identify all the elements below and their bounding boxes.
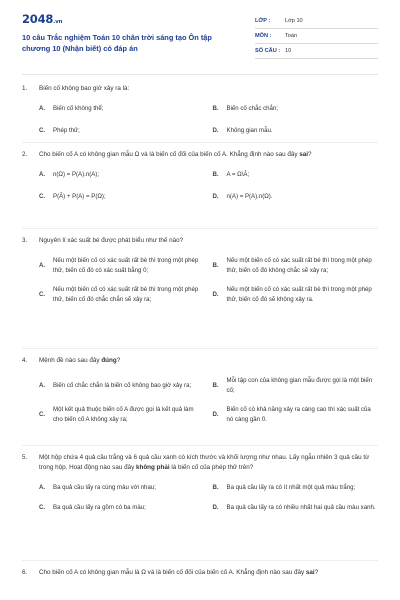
answer-option-c[interactable] [39,192,205,202]
answer-option-c[interactable] [39,405,205,424]
options-grid [22,256,378,304]
question-stem [22,568,378,578]
question-2 [22,150,378,201]
option-label: A. [39,171,46,178]
option-text: Mỗi tập con của không gian mẫu được gọi là một biến cố; [226,377,373,394]
option-text: Nếu một biến cố có xác suất rất bé thì trong một phép thử, biến cố đó không chắc sẽ xảy ra; [226,257,372,274]
meta-table [255,14,378,59]
site-logo[interactable] [22,12,62,26]
answer-option-c[interactable] [39,285,205,304]
option-text: A = Ω\Ā; [226,171,250,178]
option-label: B. [212,171,219,178]
option-label: B. [212,484,219,491]
question-stem [22,150,378,160]
logo-tld: .vn [53,19,63,25]
answer-option-b[interactable] [213,104,379,114]
question-emphasis: không phải [135,464,170,471]
question-text-part: Nguyên lí xác suất bé được phát biểu như thế nào? [39,237,184,244]
header-divider [22,74,378,75]
option-text: Ba quả cầu lấy ra có nhiều nhất hai quả cầu màu xanh. [226,503,376,511]
question-divider [22,228,378,229]
question-stem [22,84,378,94]
meta-row-count [255,44,378,59]
option-text: n(A) = P(A).n(Ω). [226,192,273,200]
option-label: A. [39,484,46,491]
question-divider [22,560,378,561]
question-text [39,84,378,94]
question-number: 1. [22,85,28,92]
meta-key: SỐ CÂU : [255,48,281,54]
option-label: C. [39,410,46,418]
question-emphasis: sai [305,569,315,576]
option-text: Ba quả cầu lấy ra gồm có ba màu; [53,503,146,511]
answer-option-c[interactable] [39,126,205,136]
option-label: D. [212,503,219,511]
question-number: 3. [22,237,28,244]
question-divider [22,142,378,143]
option-label: B. [212,105,219,112]
option-text: Nếu một biến cố có xác suất rất bé thì trong một phép thử, biến cố đó chắc chắn sẽ xảy ra; [53,286,199,303]
option-text: n(Ω) = P(A).n(A); [53,171,100,178]
answer-option-a[interactable] [39,170,205,180]
meta-value: 10 [285,48,292,54]
logo-text: 2048 [22,12,54,26]
option-text: Phép thử; [53,126,80,134]
option-text: Biến cố không thể; [53,105,104,112]
option-label: C. [39,290,46,298]
answer-option-c[interactable] [39,503,205,513]
question-text-part: ? [314,569,319,576]
answer-option-b[interactable] [213,376,379,395]
option-text: Ba quả cầu lấy ra cùng màu với nhau; [53,484,156,491]
question-1 [22,84,378,135]
question-divider [22,445,378,446]
question-text-part: ? [308,151,312,158]
question-4 [22,356,378,424]
answer-option-a[interactable] [39,256,205,275]
question-text-part: Biến cố không bao giờ xảy ra là: [39,85,130,92]
question-text [39,150,378,160]
option-text: P(Ā) + P(A) = P(Ω); [53,192,106,200]
question-number: 4. [22,357,28,364]
question-emphasis: đúng [101,357,117,364]
meta-row-subject [255,29,378,44]
meta-value: Lớp 10 [285,18,303,24]
question-text [39,236,378,246]
options-grid [22,376,378,424]
option-text: Không gian mẫu. [226,126,273,134]
answer-option-a[interactable] [39,483,205,493]
answer-option-b[interactable] [213,483,379,493]
option-label: C. [39,192,46,200]
question-3 [22,236,378,304]
option-label: D. [212,410,219,418]
answer-option-a[interactable] [39,104,205,114]
answer-option-b[interactable] [213,256,379,275]
option-label: D. [212,290,219,298]
question-text [39,453,378,473]
answer-option-a[interactable] [39,376,205,395]
meta-value: Toán [285,33,298,39]
option-text: Ba quả cầu lấy ra có ít nhất một quả màu trắng; [226,484,356,491]
options-grid [22,104,378,135]
question-text-part: là biến cố của phép thử trên? [169,464,254,471]
question-text-part: Một hộp chứa 4 quả cầu trắng và 6 quả cầu xanh có kích thước và khối lượng như nhau. Lấy ngẫu nhiên 3 quả cầu từ trong hộp. Hoạt động nào sau đây [39,454,370,471]
question-text-part: Cho biến cố A có không gian mẫu là Ω và là biến cố đối của biến cố A. Khẳng định nào sau đây [39,569,306,576]
option-label: D. [212,192,219,200]
option-text: Nếu một biến cố có xác suất rất bé thì trong một phép thử, biến cố đó có xác suất bằng 0; [53,257,199,274]
option-text: Biến cố chắc chắn; [226,105,278,112]
question-emphasis: sai [299,151,309,158]
question-stem [22,356,378,366]
answer-option-d[interactable] [213,126,379,136]
question-stem [22,236,378,246]
option-label: B. [212,381,219,389]
question-text [39,568,378,578]
option-text: Biến cố chắc chắn là biến cố không bao giờ xảy ra; [53,381,192,389]
question-text [39,356,378,366]
answer-option-d[interactable] [213,405,379,424]
option-label: C. [39,126,46,134]
option-text: Biến cố có khả năng xảy ra càng cao thì xác suất của nó càng gần 0. [226,406,371,423]
answer-option-b[interactable] [213,170,379,180]
meta-key: MÔN : [255,33,272,39]
option-label: C. [39,503,46,511]
option-label: A. [39,261,46,269]
question-number: 2. [22,151,28,158]
answer-option-d[interactable] [213,503,379,513]
question-stem [22,453,378,473]
option-text: Một kết quả thuộc biến cố A được gọi là kết quả làm cho biến cố A không xảy ra; [53,406,194,423]
question-number: 6. [22,569,28,576]
question-text-part: Mệnh đề nào sau đây [39,357,102,364]
question-5 [22,453,378,512]
question-text-part: Cho biến cố A có không gian mẫu Ω và là biến cố đối của biến cố A. Khẳng định nào sau đây [39,151,300,158]
options-grid [22,483,378,512]
meta-row-class [255,14,378,29]
option-label: A. [39,105,46,112]
option-label: A. [39,381,46,389]
options-grid [22,170,378,201]
document-title: 10 câu Trắc nghiệm Toán 10 chân trời sáng tạo Ôn tập chương 10 (Nhận biết) có đáp án [22,33,212,53]
answer-option-d[interactable] [213,192,379,202]
question-6 [22,568,378,578]
meta-key: LỚP : [255,18,271,24]
question-text-part: ? [116,357,121,364]
option-label: D. [212,126,219,134]
option-label: B. [212,261,219,269]
option-text: Nếu một biến cố có xác suất rất bé thì trong một phép thử, biến cố đó sẽ không xảy ra. [226,286,372,303]
answer-option-d[interactable] [213,285,379,304]
question-number: 5. [22,454,28,461]
question-divider [22,348,378,349]
